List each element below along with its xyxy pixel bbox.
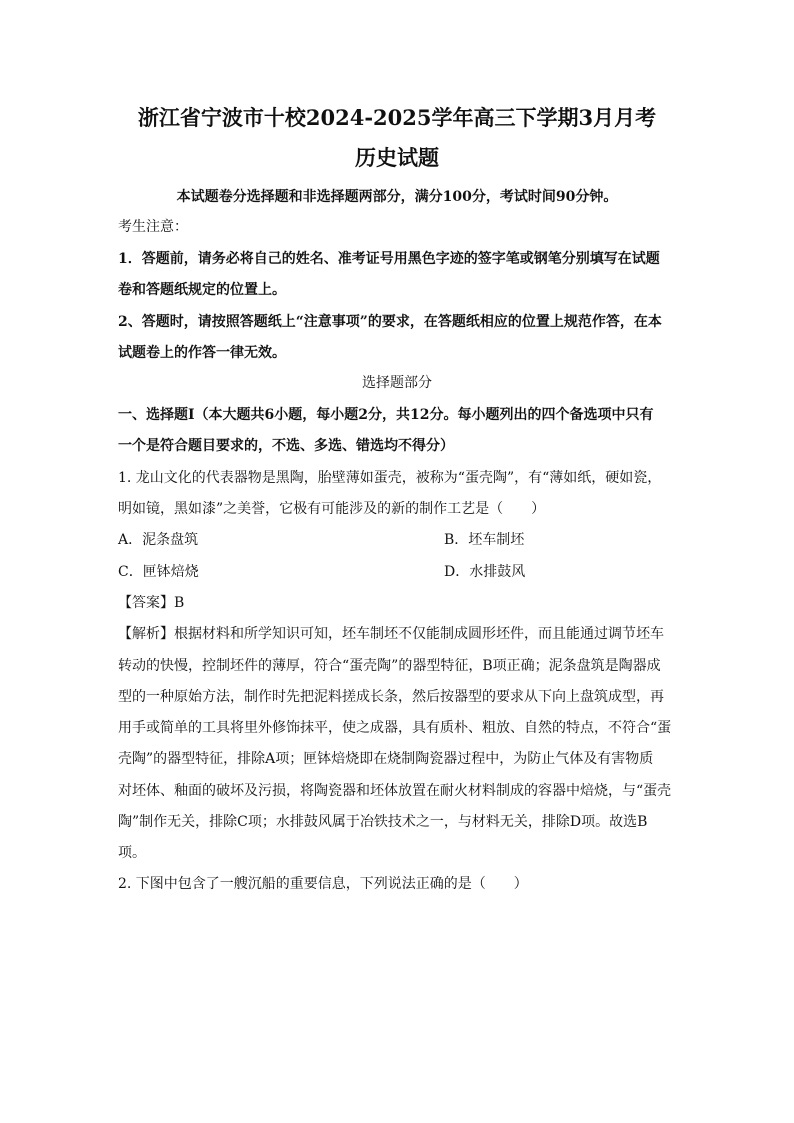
note-1-line-2: 卷和答题纸规定的位置上。 bbox=[118, 282, 286, 298]
q1-analysis-line: 壳陶”的器型特征，排除A项；匣钵焙烧即在烧制陶瓷器过程中，为防止气体及有害物质 bbox=[118, 751, 654, 767]
q1-analysis-line: 对坯体、釉面的破坏及污损，将陶瓷器和坯体放置在耐火材料制成的容器中焙烧，与“蛋壳 bbox=[118, 783, 672, 799]
q1-option-c: C．匣钵焙烧 bbox=[118, 564, 199, 580]
section-title: 选择题部分 bbox=[362, 375, 432, 391]
note-2-line-2: 试题卷上的作答一律无效。 bbox=[118, 345, 286, 361]
q1-analysis-line: 型的一种原始方法，制作时先把泥料搓成长条，然后按器型的要求从下向上盘筑成型，再 bbox=[118, 689, 664, 705]
section-heading-line-1: 一、选择题Ⅰ（本大题共6小题，每小题2分，共12分。每小题列出的四个备选项中只有 bbox=[118, 407, 654, 423]
q1-analysis-line: 用手或简单的工具将里外修饰抹平，使之成器，具有质朴、粗放、自然的特点，不符合“蛋 bbox=[118, 720, 672, 736]
q1-stem-line-2: 明如镜，黑如漆”之美誉，它极有可能涉及的新的制作工艺是（ ） bbox=[118, 501, 546, 517]
q1-option-a: A．泥条盘筑 bbox=[118, 532, 199, 548]
q1-analysis-line: 转动的快慢，控制坯件的薄厚，符合“蛋壳陶”的器型特征，B项正确；泥条盘筑是陶器成 bbox=[118, 658, 661, 674]
q2-stem: 2. 下图中包含了一艘沉船的重要信息，下列说法正确的是（ ） bbox=[118, 876, 528, 892]
exam-subtitle: 历史试题 bbox=[355, 145, 439, 170]
notice-label: 考生注意： bbox=[118, 219, 188, 235]
q1-stem-line-1: 1. 龙山文化的代表器物是黑陶，胎壁薄如蛋壳，被称为“蛋壳陶”，有“薄如纸，硬如瓷， bbox=[118, 470, 662, 486]
section-heading-line-2: 一个是符合题目要求的，不选、多选、错选均不得分） bbox=[118, 438, 454, 454]
q1-answer: 【答案】B bbox=[118, 595, 185, 611]
q1-analysis-line: 【解析】根据材料和所学知识可知，坯车制坯不仅能制成圆形坯件，而且能通过调节坯车 bbox=[118, 626, 664, 642]
q1-analysis-line: 项。 bbox=[118, 845, 146, 861]
exam-summary: 本试题卷分选择题和非选择题两部分，满分100分，考试时间90分钟。 bbox=[176, 189, 618, 205]
exam-title: 浙江省宁波市十校2024-2025学年高三下学期3月月考 bbox=[137, 105, 657, 130]
note-1-line-1: 1．答题前，请务必将自己的姓名、准考证号用黑色字迹的签字笔或钢笔分别填写在试题 bbox=[118, 251, 660, 267]
q1-option-d: D．水排鼓风 bbox=[444, 564, 526, 580]
q1-analysis-line: 陶”制作无关，排除C项；水排鼓风属于冶铁技术之一，与材料无关，排除D项。故选B bbox=[118, 814, 648, 830]
note-2-line-1: 2、答题时，请按照答题纸上“注意事项”的要求，在答题纸相应的位置上规范作答，在本 bbox=[118, 314, 662, 330]
q1-option-b: B．坯车制坯 bbox=[444, 532, 525, 548]
